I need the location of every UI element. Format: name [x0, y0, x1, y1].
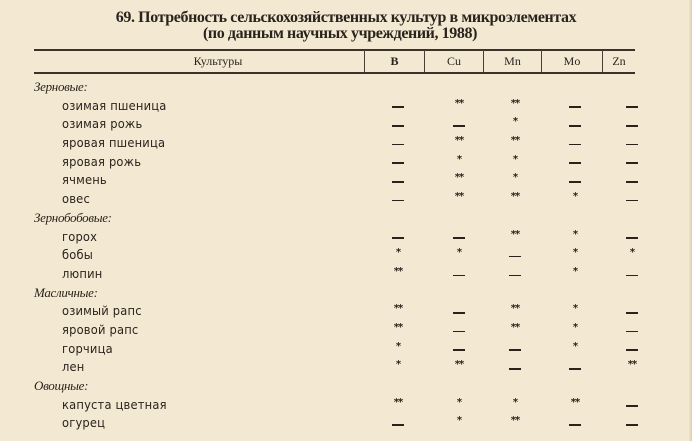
value-cell-cu: [439, 171, 479, 190]
dash-mark: [453, 331, 465, 333]
value-cell-b: [378, 358, 418, 377]
value-cell-mn: [495, 302, 535, 321]
dash-mark: [569, 125, 581, 127]
dash-mark: [569, 424, 581, 426]
star-mark: *: [572, 340, 578, 352]
value-cell-zn: [612, 228, 652, 247]
value-cell-b: [378, 171, 418, 190]
star-mark: *: [572, 303, 578, 315]
star-mark: **: [454, 191, 464, 203]
crop-name: овес: [62, 191, 90, 207]
value-cell-mn: [495, 340, 535, 359]
dash-mark: [392, 125, 404, 127]
star-mark: *: [512, 396, 518, 408]
value-cell-mn: [495, 97, 535, 116]
star-mark: *: [572, 191, 578, 203]
value-cell-mo: [555, 228, 595, 247]
crop-name: капуста цветная: [62, 396, 167, 412]
star-mark: *: [512, 116, 518, 128]
group-row: [0, 78, 692, 97]
table-row: [0, 321, 692, 340]
dash-mark: [569, 106, 581, 108]
dash-mark: [392, 424, 404, 426]
star-mark: **: [454, 97, 464, 109]
value-cell-zn: [612, 358, 652, 377]
star-mark: *: [629, 247, 635, 259]
dash-mark: [453, 125, 465, 127]
value-cell-b: [378, 396, 418, 415]
group-label: Зерновые:: [34, 79, 88, 94]
crop-name: огурец: [62, 415, 106, 431]
value-cell-b: [378, 228, 418, 247]
dash-mark: [392, 237, 404, 239]
value-cell-mo: [555, 358, 595, 377]
group-label: Зернобобовые:: [34, 209, 112, 225]
value-cell-mo: [555, 396, 595, 415]
crop-name: озимая рожь: [62, 116, 143, 132]
star-mark: *: [456, 153, 462, 165]
table-row: [0, 302, 692, 321]
dash-mark: [569, 162, 581, 164]
value-cell-zn: [612, 153, 652, 172]
value-cell-mo: [555, 134, 595, 153]
star-mark: **: [393, 396, 403, 408]
dash-mark: [392, 200, 404, 202]
value-cell-b: [378, 153, 418, 172]
dash-mark: [569, 368, 581, 370]
value-cell-mn: [495, 228, 535, 247]
star-mark: **: [454, 172, 464, 184]
value-cell-b: [378, 414, 418, 433]
star-mark: *: [395, 359, 401, 371]
crop-name: ячмень: [62, 172, 107, 188]
value-cell-cu: [439, 302, 479, 321]
value-cell-mn: [495, 246, 535, 265]
value-cell-b: [378, 246, 418, 265]
dash-mark: [626, 200, 638, 202]
star-mark: **: [570, 396, 580, 408]
value-cell-mn: [495, 171, 535, 190]
dash-mark: [626, 331, 638, 333]
table-row: [0, 97, 692, 116]
dash-mark: [392, 106, 404, 108]
crop-name: яровая рожь: [62, 153, 142, 169]
dash-mark: [392, 144, 404, 146]
crop-name: горох: [62, 228, 98, 244]
crop-name: озимая пшеница: [62, 97, 167, 113]
group-row: [0, 377, 692, 396]
value-cell-mo: [555, 321, 595, 340]
column-header-mo: Mo: [541, 50, 602, 72]
value-cell-mn: [495, 358, 535, 377]
star-mark: **: [454, 359, 464, 371]
crop-name: горчица: [62, 340, 113, 356]
value-cell-zn: [612, 115, 652, 134]
dash-mark: [626, 144, 638, 146]
star-mark: *: [572, 265, 578, 277]
dash-mark: [453, 349, 465, 351]
group-row: [0, 284, 692, 303]
star-mark: **: [393, 265, 403, 277]
value-cell-mo: [555, 265, 595, 284]
value-cell-mn: [495, 396, 535, 415]
value-cell-cu: [439, 228, 479, 247]
crop-name: яровой рапс: [62, 321, 139, 337]
star-mark: **: [510, 228, 520, 240]
dash-mark: [509, 368, 521, 370]
value-cell-mo: [555, 171, 595, 190]
value-cell-mo: [555, 153, 595, 172]
value-cell-cu: [439, 358, 479, 377]
dash-mark: [453, 275, 465, 277]
column-header-mn: Mn: [483, 50, 541, 72]
dash-mark: [626, 106, 638, 108]
table-row: [0, 340, 692, 359]
table-header: [34, 50, 635, 72]
value-cell-cu: [439, 134, 479, 153]
dash-mark: [626, 181, 638, 183]
value-cell-b: [378, 265, 418, 284]
star-mark: *: [456, 396, 462, 408]
table-row: [0, 414, 692, 433]
star-mark: **: [510, 97, 520, 109]
dash-mark: [626, 349, 638, 351]
crop-name: бобы: [62, 247, 94, 263]
group-label: Масличные:: [34, 284, 98, 300]
group-row: [0, 209, 692, 228]
star-mark: *: [395, 247, 401, 259]
star-mark: **: [510, 303, 520, 315]
table-title: 69. Потребность сельскохозяйственных культур в микроэлементах: [115, 9, 577, 26]
star-mark: *: [512, 153, 518, 165]
column-header-cu: Cu: [424, 50, 483, 72]
value-cell-mn: [495, 190, 535, 209]
star-mark: **: [454, 135, 464, 147]
value-cell-zn: [612, 190, 652, 209]
table-row: [0, 265, 692, 284]
dash-mark: [569, 144, 581, 146]
star-mark: *: [512, 172, 518, 184]
value-cell-mn: [495, 265, 535, 284]
value-cell-cu: [439, 321, 479, 340]
dash-mark: [509, 256, 521, 258]
crop-name: люпин: [62, 265, 103, 281]
star-mark: **: [627, 359, 637, 371]
dash-mark: [626, 405, 638, 407]
dash-mark: [509, 275, 521, 277]
table-row: [0, 228, 692, 247]
value-cell-zn: [612, 265, 652, 284]
star-mark: *: [572, 247, 578, 259]
crop-name: лен: [62, 359, 85, 375]
table-row: [0, 171, 692, 190]
value-cell-mn: [495, 414, 535, 433]
value-cell-zn: [612, 302, 652, 321]
value-cell-mn: [495, 153, 535, 172]
star-mark: *: [572, 321, 578, 333]
value-cell-mo: [555, 97, 595, 116]
dash-mark: [453, 312, 465, 314]
dash-mark: [509, 349, 521, 351]
table-body: [0, 78, 692, 433]
table-subtitle: (по данным научных учреждений, 1988): [202, 25, 477, 42]
star-mark: *: [395, 340, 401, 352]
value-cell-b: [378, 321, 418, 340]
star-mark: **: [393, 321, 403, 333]
dash-mark: [626, 424, 638, 426]
column-header-zn: Zn: [602, 50, 635, 72]
dash-mark: [569, 181, 581, 183]
value-cell-mo: [555, 246, 595, 265]
star-mark: *: [456, 247, 462, 259]
table-row: [0, 190, 692, 209]
dash-mark: [453, 237, 465, 239]
value-cell-zn: [612, 246, 652, 265]
value-cell-cu: [439, 246, 479, 265]
dash-mark: [626, 237, 638, 239]
crop-name: яровая пшеница: [62, 135, 166, 151]
value-cell-zn: [612, 396, 652, 415]
star-mark: **: [510, 191, 520, 203]
group-label: Овощные:: [34, 378, 89, 393]
value-cell-zn: [612, 321, 652, 340]
star-mark: *: [572, 228, 578, 240]
table-row: [0, 396, 692, 415]
dash-mark: [626, 275, 638, 277]
value-cell-cu: [439, 153, 479, 172]
star-mark: *: [456, 415, 462, 427]
table-row: [0, 134, 692, 153]
dash-mark: [626, 162, 638, 164]
table-row: [0, 153, 692, 172]
table-row: [0, 246, 692, 265]
value-cell-cu: [439, 396, 479, 415]
star-mark: **: [393, 303, 403, 315]
table-row: [0, 358, 692, 377]
value-cell-b: [378, 190, 418, 209]
star-mark: **: [510, 135, 520, 147]
dash-mark: [392, 162, 404, 164]
value-cell-mo: [555, 190, 595, 209]
dash-mark: [626, 312, 638, 314]
value-cell-zn: [612, 134, 652, 153]
table-row: [0, 115, 692, 134]
header-bottom-rule: [34, 72, 635, 74]
value-cell-mo: [555, 302, 595, 321]
column-header-crops: Культуры: [193, 53, 243, 68]
crop-name: озимый рапс: [62, 303, 142, 319]
dash-mark: [392, 181, 404, 183]
value-cell-cu: [439, 414, 479, 433]
value-cell-mo: [555, 414, 595, 433]
value-cell-zn: [612, 171, 652, 190]
value-cell-mo: [555, 340, 595, 359]
value-cell-cu: [439, 97, 479, 116]
value-cell-b: [378, 302, 418, 321]
value-cell-mn: [495, 134, 535, 153]
value-cell-mn: [495, 115, 535, 134]
value-cell-zn: [612, 340, 652, 359]
value-cell-b: [378, 115, 418, 134]
value-cell-cu: [439, 115, 479, 134]
value-cell-zn: [612, 97, 652, 116]
value-cell-b: [378, 134, 418, 153]
value-cell-cu: [439, 265, 479, 284]
value-cell-mn: [495, 321, 535, 340]
dash-mark: [626, 125, 638, 127]
value-cell-cu: [439, 190, 479, 209]
value-cell-b: [378, 97, 418, 116]
value-cell-cu: [439, 340, 479, 359]
value-cell-mo: [555, 115, 595, 134]
column-header-b: B: [364, 50, 424, 72]
star-mark: **: [510, 415, 520, 427]
value-cell-zn: [612, 414, 652, 433]
value-cell-b: [378, 340, 418, 359]
star-mark: **: [510, 321, 520, 333]
